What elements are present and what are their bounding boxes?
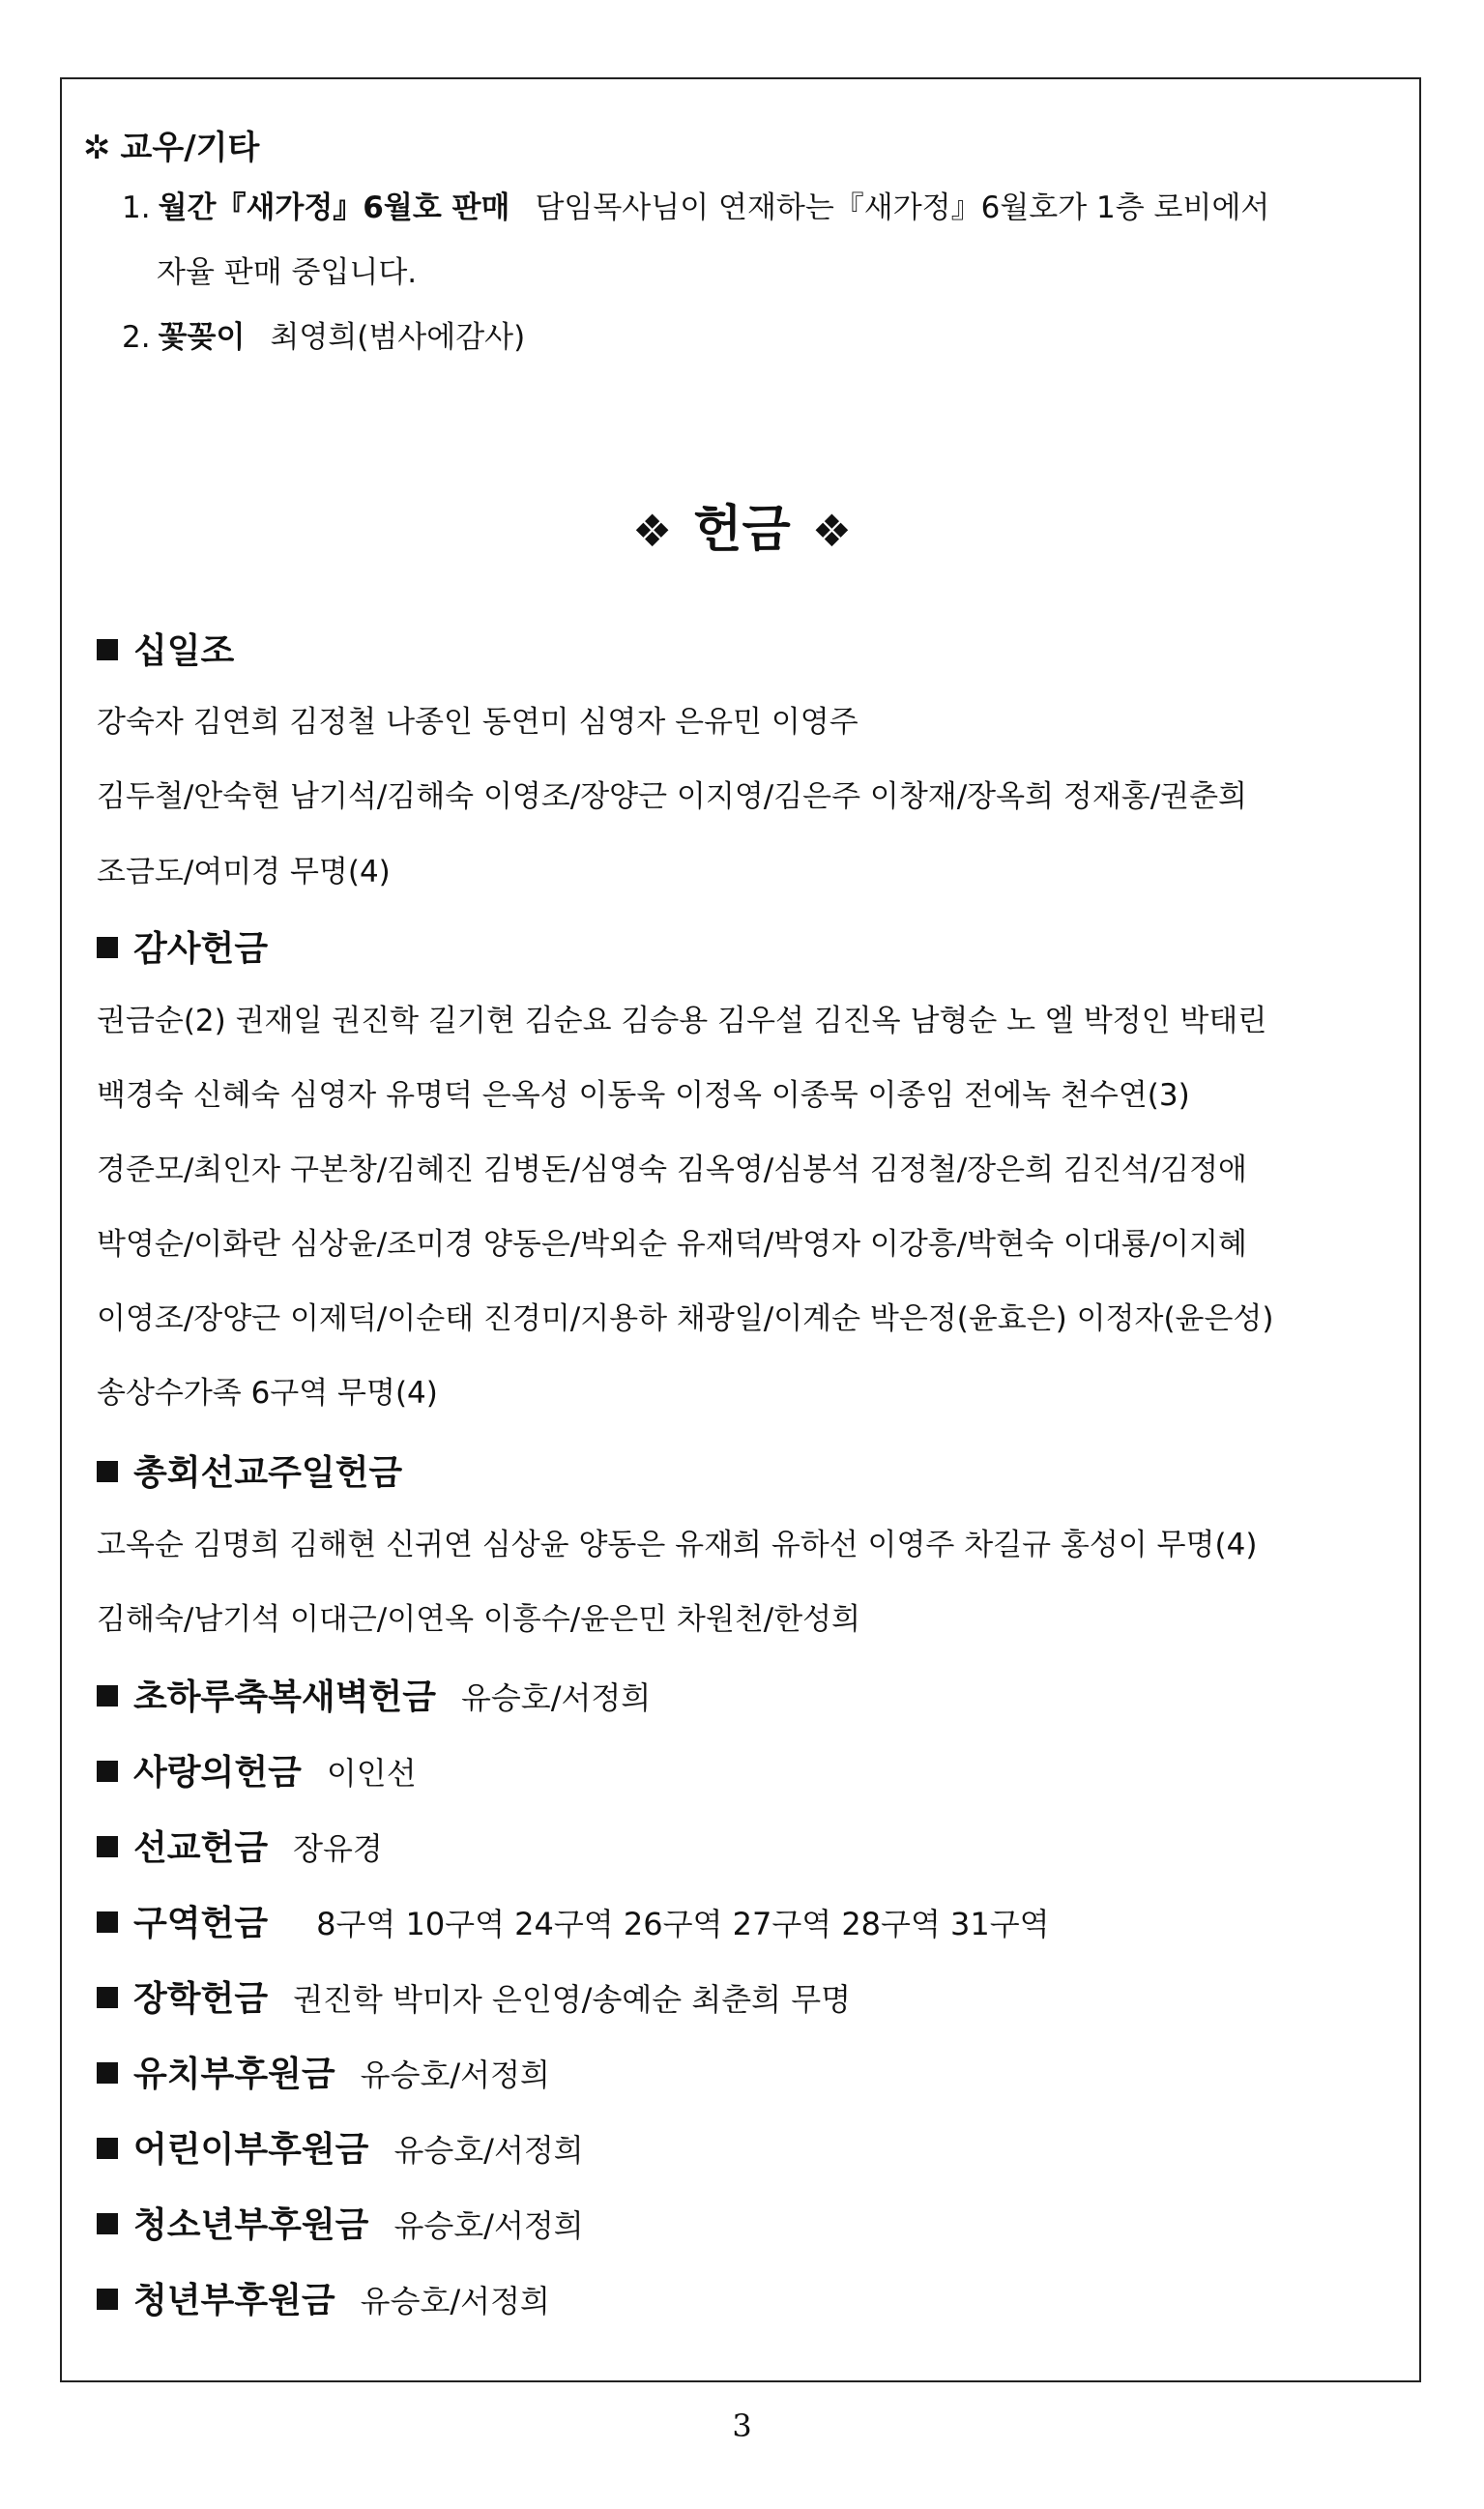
category-value: 장유경 — [293, 1830, 383, 1867]
donor-line: 강숙자 김연희 김정철 나종인 동연미 심영자 은유민 이영주 — [97, 705, 858, 740]
category-name: 사랑의헌금 — [133, 1753, 302, 1793]
square-bullet-icon — [97, 2138, 118, 2159]
category-young-adult — [97, 2280, 550, 2322]
square-bullet-icon — [97, 1987, 118, 2008]
category-youth — [97, 2204, 584, 2247]
category-name: 구역헌금 — [133, 1904, 269, 1943]
category-name: 초하루축복새벽헌금 — [133, 1678, 436, 1717]
category-name: 선교헌금 — [133, 1828, 269, 1868]
square-bullet-icon — [97, 2062, 118, 2084]
square-bullet-icon — [97, 1911, 118, 1933]
offering-heading — [0, 488, 1484, 561]
category-tithe — [97, 630, 234, 673]
category-children — [97, 2129, 584, 2172]
category-name: 십일조 — [133, 631, 235, 671]
category-value: 유승호/서정희 — [460, 1679, 652, 1716]
square-bullet-icon — [97, 639, 118, 660]
square-bullet-icon — [97, 2213, 118, 2234]
square-bullet-icon — [97, 2289, 118, 2310]
category-value: 유승호/서정희 — [393, 2207, 584, 2244]
category-name: 유치부후원금 — [133, 2055, 335, 2094]
donor-line: 고옥순 김명희 김해현 신귀연 심상윤 양동은 유재희 유하선 이영주 차길규 홍성이 무명(4) — [97, 1528, 1258, 1562]
category-name: 총회선교주일헌금 — [133, 1453, 403, 1493]
donor-line: 김두철/안숙현 남기석/김해숙 이영조/장양근 이지영/김은주 이창재/장옥희 정재홍/권춘희 — [97, 779, 1247, 814]
category-mission — [97, 1827, 383, 1870]
square-bullet-icon — [97, 1836, 118, 1857]
notice-text: 최영희(범사에감사) — [270, 320, 526, 355]
asterisk-icon: ✲ — [83, 129, 111, 167]
notice-title: 월간『새가정』6월호 판매 — [158, 190, 510, 225]
donor-line: 이영조/장양근 이제덕/이순태 진경미/지용하 채광일/이계순 박은정(윤효은) 이정자(윤은성) — [97, 1301, 1274, 1336]
donor-line: 송상수가족 6구역 무명(4) — [97, 1376, 438, 1411]
category-love — [97, 1752, 417, 1794]
notice-text-continued: 자율 판매 중입니다. — [157, 255, 418, 290]
category-value: 유승호/서정희 — [393, 2132, 584, 2169]
diamond-icon: ❖ — [811, 505, 852, 557]
category-value: 이인선 — [326, 1755, 417, 1792]
donor-line: 김해숙/남기석 이대근/이연옥 이흥수/윤은민 차원천/한성희 — [97, 1602, 861, 1637]
square-bullet-icon — [97, 1685, 118, 1707]
square-bullet-icon — [97, 1461, 118, 1482]
category-dawn — [97, 1677, 651, 1719]
donor-line: 경준모/최인자 구본창/김혜진 김병돈/심영숙 김옥영/심봉석 김정철/장은희 김진석/김정애 — [97, 1152, 1247, 1187]
category-value: 권진학 박미자 은인영/송예순 최춘희 무명 — [293, 1981, 852, 2018]
square-bullet-icon — [97, 937, 118, 958]
donor-line: 권금순(2) 권재일 권진학 길기현 김순요 김승용 김우설 김진옥 남형순 노 엘 박정인 박태린 — [97, 1004, 1267, 1038]
category-scholarship — [97, 1978, 851, 2021]
donor-line: 박영순/이화란 심상윤/조미경 양동은/박외순 유재덕/박영자 이강흥/박현숙 이대룡/이지혜 — [97, 1227, 1247, 1262]
notice-item — [122, 189, 1269, 227]
notice-number: 2. — [122, 320, 151, 355]
category-value: 유승호/서정희 — [360, 2283, 550, 2319]
category-name: 청년부후원금 — [133, 2281, 335, 2320]
section-title: 교우/기타 — [120, 129, 260, 167]
category-kinder — [97, 2054, 550, 2096]
category-assembly — [97, 1452, 402, 1495]
category-value: 유승호/서정희 — [360, 2057, 550, 2093]
notice-text: 담임목사님이 연재하는『새가정』6월호가 1층 로비에서 — [535, 190, 1270, 225]
donor-line: 조금도/여미경 무명(4) — [97, 855, 391, 890]
donor-line: 백경숙 신혜숙 심영자 유명덕 은옥성 이동욱 이정옥 이종묵 이종임 전에녹 천수연(3) — [97, 1078, 1190, 1113]
notice-item — [122, 318, 525, 357]
square-bullet-icon — [97, 1761, 118, 1782]
category-name: 청소년부후원금 — [133, 2205, 369, 2245]
page-number: 3 — [732, 2407, 752, 2444]
notice-title: 꽃꽂이 — [158, 320, 246, 355]
offering-title: 헌금 — [693, 501, 791, 559]
diamond-icon: ❖ — [632, 505, 673, 557]
category-district — [97, 1903, 1050, 1945]
section-heading — [83, 121, 259, 168]
category-name: 장학헌금 — [133, 1979, 269, 2019]
category-value: 8구역 10구역 24구역 26구역 27구역 28구역 31구역 — [316, 1906, 1050, 1942]
category-thanks — [97, 928, 268, 971]
notice-number: 1. — [122, 190, 151, 225]
category-name: 어린이부후원금 — [133, 2130, 369, 2170]
category-name: 감사헌금 — [133, 929, 269, 969]
